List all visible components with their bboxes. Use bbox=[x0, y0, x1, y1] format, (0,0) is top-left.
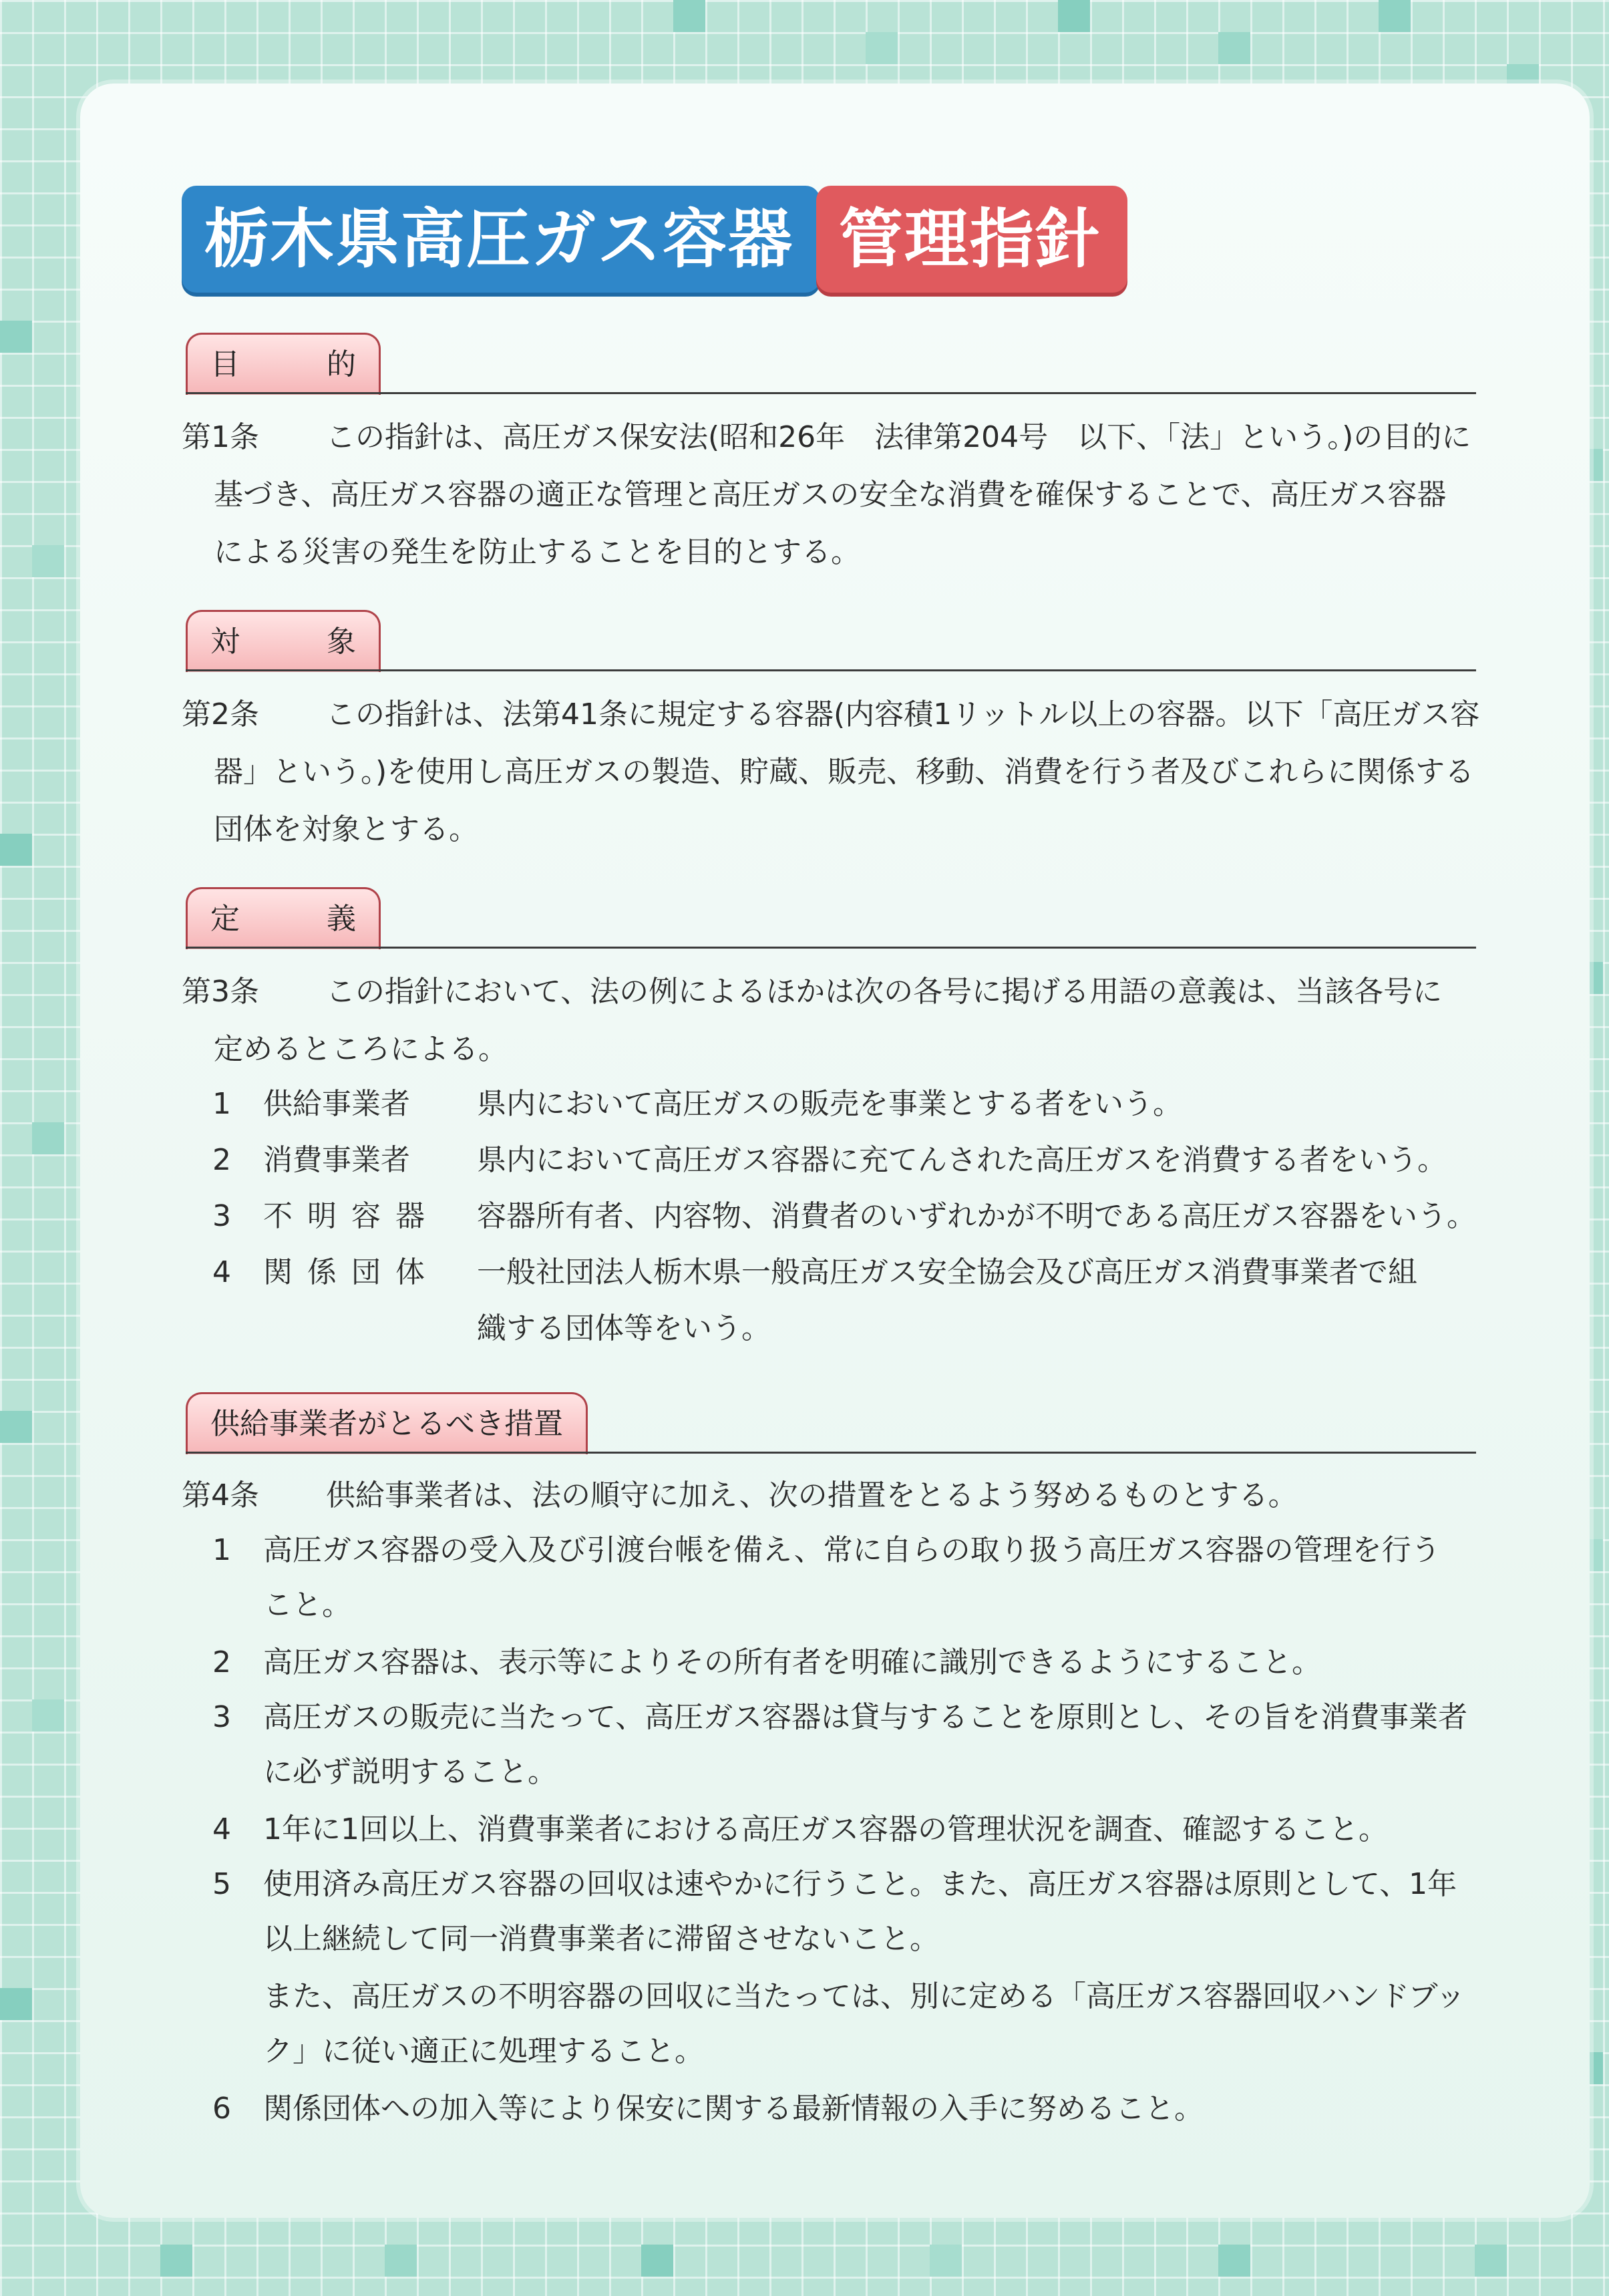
section-heading-definitions bbox=[186, 887, 1476, 949]
measure-number: 1 bbox=[212, 1533, 231, 1567]
measure-text: に必ず説明すること。 bbox=[263, 1755, 557, 1789]
measure-number: 4 bbox=[212, 1812, 231, 1846]
article-text-line: による災害の発生を防止することを目的とする。 bbox=[214, 535, 860, 569]
section-tab-label-last-char: 的 bbox=[327, 347, 356, 381]
article-text-line: この指針は、高圧ガス保安法(昭和26年 法律第204号 以下、「法」という。)の目的に bbox=[326, 420, 1471, 454]
measure-text: 高圧ガスの販売に当たって、高圧ガス容器は貸与することを原則とし、その旨を消費事業者 bbox=[263, 1700, 1468, 1734]
measure-text: こと。 bbox=[263, 1588, 351, 1622]
article-text-line: この指針において、法の例によるほかは次の各号に掲げる用語の意義は、当該各号に bbox=[326, 975, 1443, 1009]
section-heading-supplier-measures bbox=[186, 1392, 1476, 1454]
definition-term: 消費事業者 bbox=[263, 1143, 410, 1177]
definition-text: 容器所有者、内容物、消費者のいずれかが不明である高圧ガス容器をいう。 bbox=[477, 1199, 1476, 1233]
article-text-line: この指針は、法第41条に規定する容器(内容積1リットル以上の容器。以下「高圧ガス容 bbox=[326, 697, 1480, 731]
section-tab-label-last-char: 象 bbox=[327, 625, 356, 659]
measure-text: ク」に従い適正に処理すること。 bbox=[263, 2034, 704, 2068]
article-text-line: 定めるところによる。 bbox=[214, 1032, 508, 1066]
section-tab-label: 対象 bbox=[210, 625, 356, 659]
measure-text: 高圧ガス容器の受入及び引渡台帳を備え、常に自らの取り扱う高圧ガス容器の管理を行う bbox=[263, 1533, 1441, 1567]
article-text-line: 団体を対象とする。 bbox=[214, 812, 478, 846]
section-heading-purpose bbox=[186, 333, 1476, 394]
section-tab-label: 供給事業者がとるべき措置 bbox=[210, 1407, 563, 1441]
measure-text: 使用済み高圧ガス容器の回収は速やかに行うこと。また、高圧ガス容器は原則として、1年 bbox=[263, 1867, 1457, 1901]
definition-number: 3 bbox=[212, 1199, 231, 1233]
section-divider bbox=[186, 669, 1476, 671]
measure-text: 1年に1回以上、消費事業者における高圧ガス容器の管理状況を調査、確認すること。 bbox=[263, 1812, 1388, 1846]
title-part-guideline: 管理指針 bbox=[816, 186, 1127, 293]
definition-text: 一般社団法人栃木県一般高圧ガス安全協会及び高圧ガス消費事業者で組 bbox=[477, 1255, 1417, 1289]
definition-text: 県内において高圧ガスの販売を事業とする者をいう。 bbox=[477, 1087, 1182, 1121]
measure-number: 5 bbox=[212, 1867, 231, 1901]
definition-text: 県内において高圧ガス容器に充てんされた高圧ガスを消費する者をいう。 bbox=[477, 1143, 1447, 1177]
section-divider bbox=[186, 392, 1476, 394]
measure-text: 以上継続して同一消費事業者に滞留させないこと。 bbox=[263, 1922, 939, 1956]
measure-text: 高圧ガス容器は、表示等によりその所有者を明確に識別できるようにすること。 bbox=[263, 1645, 1321, 1679]
article-text-line: 供給事業者は、法の順守に加え、次の措置をとるよう努めるものとする。 bbox=[326, 1478, 1298, 1512]
title-part-prefecture: 栃木県高圧ガス容器 bbox=[182, 186, 820, 293]
article-number: 第1条 bbox=[182, 420, 259, 454]
definition-number: 4 bbox=[212, 1255, 231, 1289]
measure-number: 6 bbox=[212, 2092, 231, 2126]
article-number: 第3条 bbox=[182, 975, 259, 1009]
section-tab-label-last-char: 義 bbox=[327, 902, 356, 936]
measure-number: 2 bbox=[212, 1645, 231, 1679]
measure-number: 3 bbox=[212, 1700, 231, 1734]
measure-text: また、高圧ガスの不明容器の回収に当たっては、別に定める「高圧ガス容器回収ハンドブッ bbox=[263, 1979, 1465, 2013]
section-tab-supplier-measures bbox=[186, 1392, 588, 1454]
section-tab-scope bbox=[186, 610, 381, 672]
measure-text: 関係団体への加入等により保安に関する最新情報の入手に努めること。 bbox=[263, 2092, 1204, 2126]
section-tab-label: 目的 bbox=[210, 347, 356, 381]
section-tab-definitions bbox=[186, 887, 381, 949]
definition-term: 関係団体 bbox=[263, 1255, 439, 1289]
definition-term: 不明容器 bbox=[263, 1199, 439, 1233]
section-tab-purpose bbox=[186, 333, 381, 395]
article-number: 第4条 bbox=[182, 1478, 259, 1512]
definition-number: 1 bbox=[212, 1087, 231, 1121]
article-text-line: 器」という。)を使用し高圧ガスの製造、貯蔵、販売、移動、消費を行う者及びこれらに関係する bbox=[214, 755, 1475, 789]
section-tab-label: 定義 bbox=[210, 902, 356, 936]
definition-term: 供給事業者 bbox=[263, 1087, 410, 1121]
section-heading-scope bbox=[186, 610, 1476, 671]
article-number: 第2条 bbox=[182, 697, 259, 731]
definition-number: 2 bbox=[212, 1143, 231, 1177]
section-divider bbox=[186, 947, 1476, 949]
article-text-line: 基づき、高圧ガス容器の適正な管理と高圧ガスの安全な消費を確保することで、高圧ガス容器 bbox=[214, 478, 1447, 512]
definition-text: 織する団体等をいう。 bbox=[477, 1311, 771, 1345]
page-title bbox=[182, 186, 1127, 293]
section-divider bbox=[186, 1452, 1476, 1454]
